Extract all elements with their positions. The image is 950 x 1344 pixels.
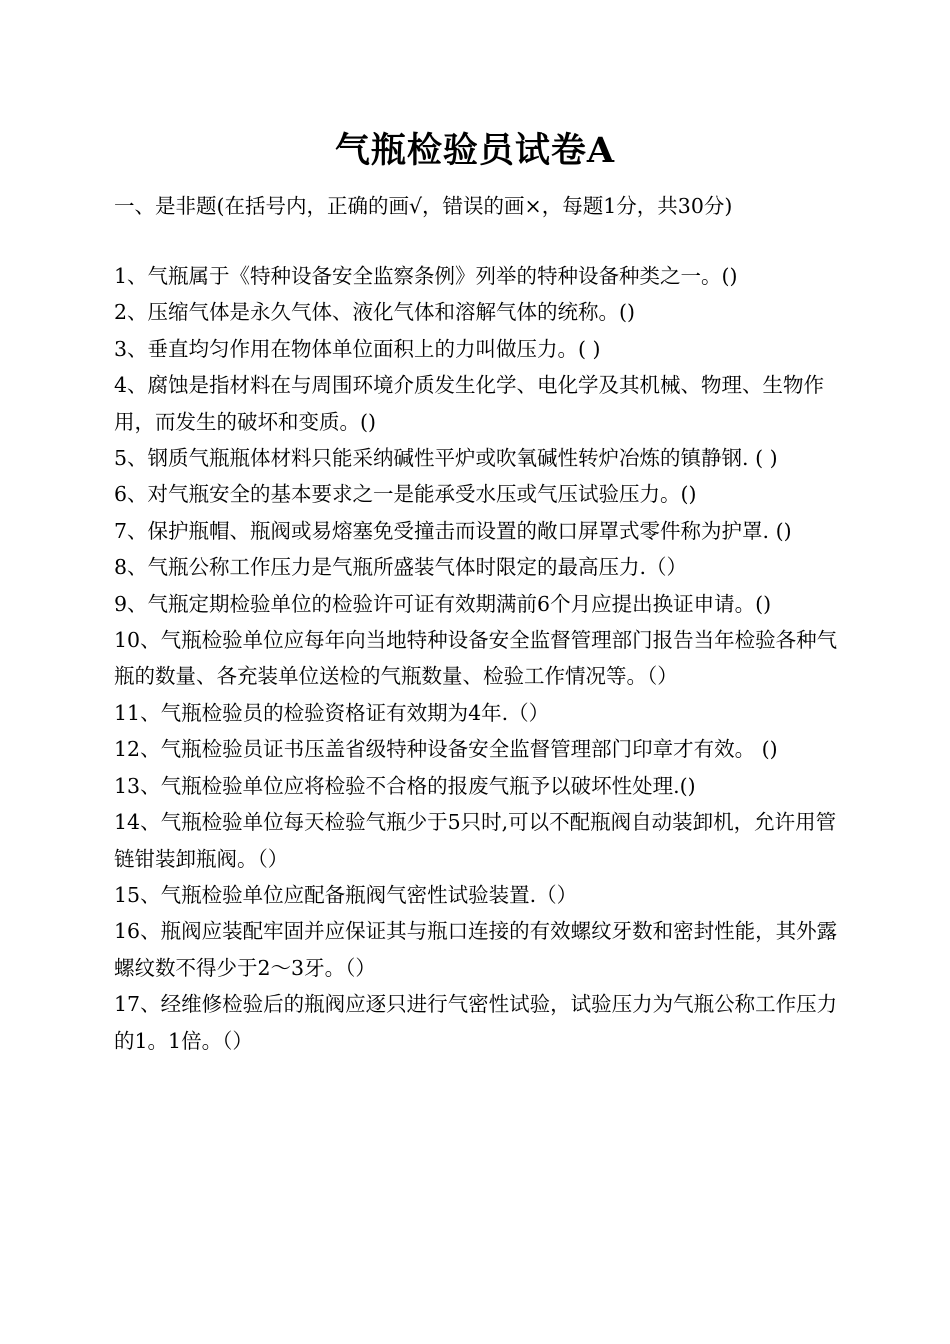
- question-item: 17、经维修检验后的瓶阀应逐只进行气密性试验，试验压力为气瓶公称工作压力的1。1倍。（）: [114, 992, 838, 1053]
- page-title: 气瓶检验员试卷A: [334, 130, 616, 171]
- question-item: 14、气瓶检验单位每天检验气瓶少于5只时,可以不配瓶阀自动装卸机，允许用管链钳装卸瓶阀。（）: [114, 810, 837, 871]
- question-item: 8、气瓶公称工作压力是气瓶所盛装气体时限定的最高压力.（）: [114, 555, 688, 580]
- question-item: 13、气瓶检验单位应将检验不合格的报废气瓶予以破坏性处理.(): [114, 773, 696, 798]
- question-item: 15、气瓶检验单位应配备瓶阀气密性试验装置.（）: [114, 882, 578, 907]
- question-item: 7、保护瓶帽、瓶阀或易熔塞免受撞击而设置的敞口屏罩式零件称为护罩. (): [114, 518, 792, 543]
- question-item: 2、压缩气体是永久气体、液化气体和溶解气体的统称。(): [114, 300, 636, 325]
- question-item: 9、气瓶定期检验单位的检验许可证有效期满前6个月应提出换证申请。(): [114, 591, 772, 616]
- question-item: 10、气瓶检验单位应每年向当地特种设备安全监督管理部门报告当年检验各种气瓶的数量、各充装单位送检的气瓶数量、检验工作情况等。（）: [114, 628, 838, 689]
- question-item: 12、气瓶检验员证书压盖省级特种设备安全监督管理部门印章才有效。 (): [114, 737, 778, 762]
- section-heading: 一、是非题(在括号内，正确的画√，错误的画×，每题1分，共30分): [114, 194, 733, 218]
- question-item: 16、瓶阀应装配牢固并应保证其与瓶口连接的有效螺纹牙数和密封性能，其外露螺纹数不得少于2～3牙。（）: [114, 919, 838, 980]
- question-item: 1、气瓶属于《特种设备安全监察条例》列举的特种设备种类之一。(): [114, 264, 738, 288]
- question-item: 6、对气瓶安全的基本要求之一是能承受水压或气压试验压力。(): [114, 482, 697, 507]
- question-list: [114, 258, 844, 1059]
- question-item: 3、垂直均匀作用在物体单位面积上的力叫做压力。( ): [114, 336, 601, 361]
- question-item: 4、腐蚀是指材料在与周围环境介质发生化学、电化学及其机械、物理、生物作用，而发生的破坏和变质。(): [114, 373, 825, 434]
- question-item: 5、钢质气瓶瓶体材料只能采纳碱性平炉或吹氧碱性转炉冶炼的镇静钢. ( ): [114, 446, 778, 471]
- question-item: 11、气瓶检验员的检验资格证有效期为4年.（）: [114, 700, 550, 725]
